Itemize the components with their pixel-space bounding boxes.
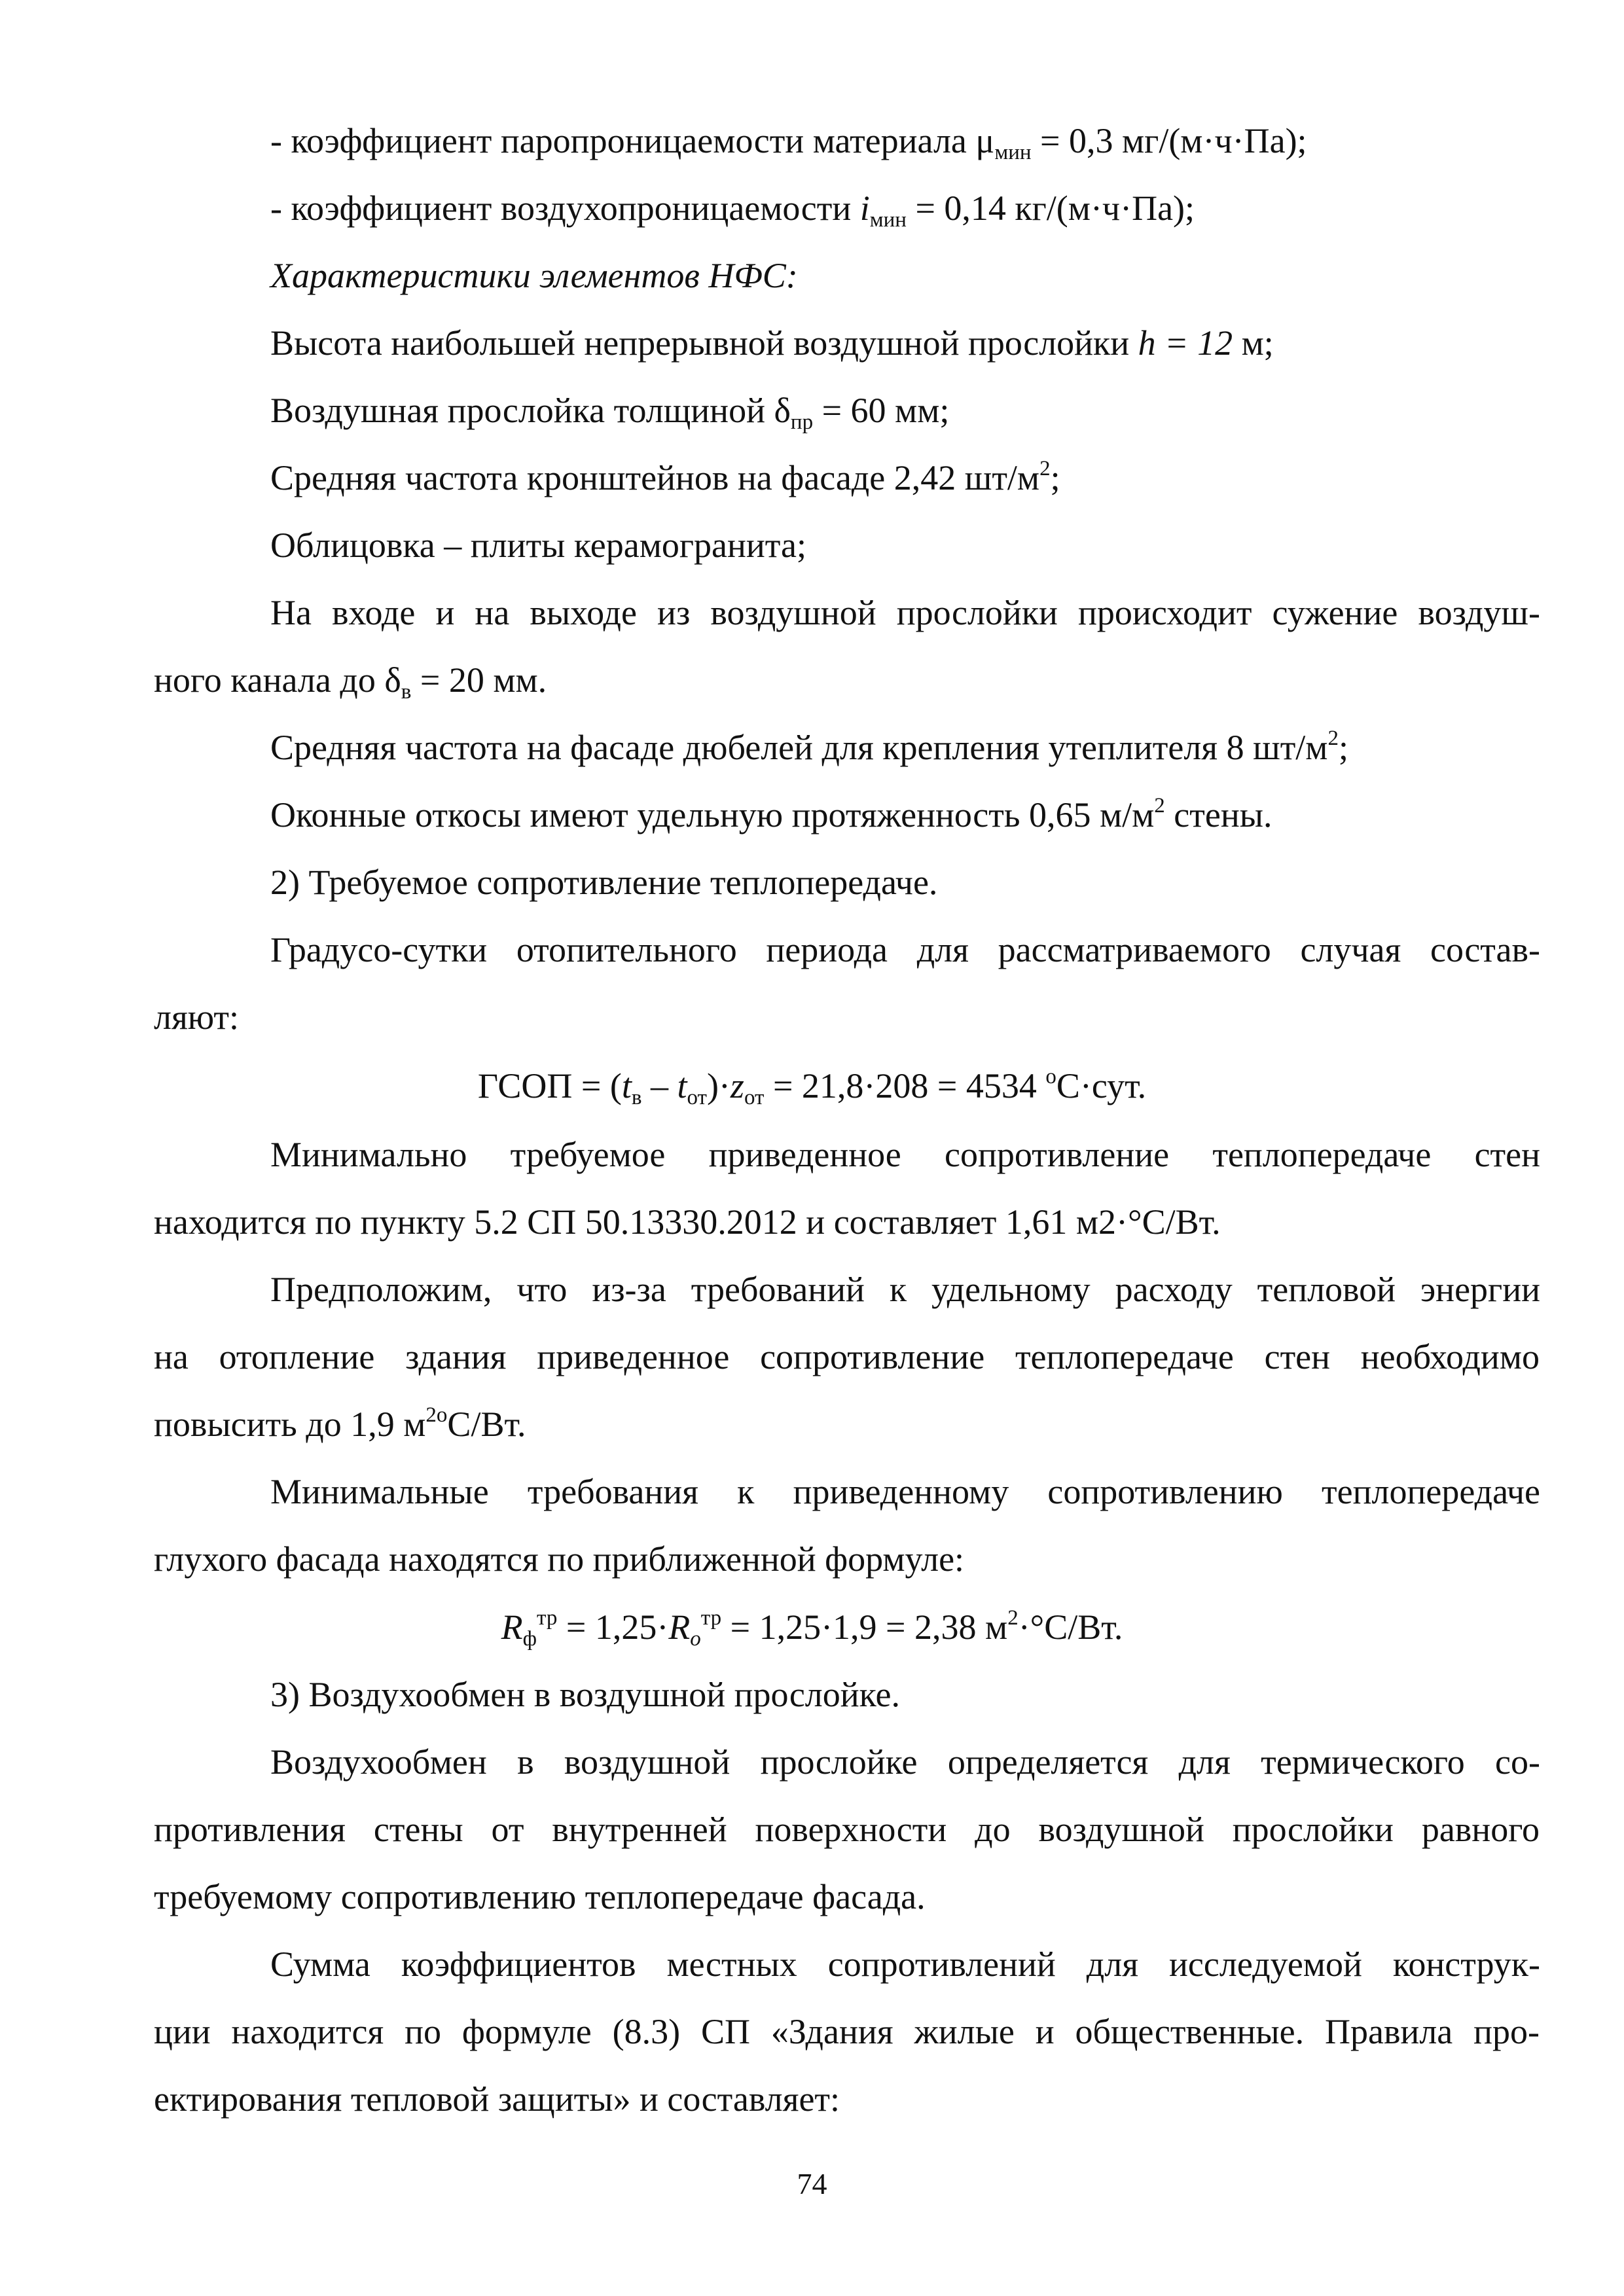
text-line-formula-reference: ции находится по формуле (8.3) СП «Здания жилые и общественные. Правила про- xyxy=(154,2012,1540,2051)
text-line-cladding: Облицовка – плиты керамогранита; xyxy=(270,526,807,565)
text-line-narrowing: На входе и на выходе из воздушной прослойки происходит сужение воздуш- xyxy=(270,593,1540,632)
text-line-degree-days-end: ляют: xyxy=(154,997,240,1037)
section-heading-required-resistance: 2) Требуемое сопротивление теплопередаче. xyxy=(270,863,938,902)
section-heading-air-exchange: 3) Воздухообмен в воздушной прослойке. xyxy=(270,1675,901,1714)
text-line-increase: повысить до 1,9 $м^{2о}С/Вт$. xyxy=(154,1403,526,1444)
text-line-heating: на отопление здания приведенное сопротивление теплопередаче стен необходимо xyxy=(154,1337,1540,1376)
page-number: 74 xyxy=(797,2167,827,2200)
formula-facade-resistance: $R_ф^{тр} = 1,25\cdot R_o^{тр} = 1,25\cdot 1,9 = 2,38$ $м^2\cdot^\circ С/Вт$. xyxy=(501,1606,1123,1651)
text-line-dowels: Средняя частота на фасаде дюбелей для крепления утеплителя 8 $шт/м^2$; xyxy=(270,726,1348,767)
text-line-facade-formula: глухого фасада находятся по приближенной формуле: xyxy=(154,1539,965,1579)
formula-gsop: ГСОП = $(t_в - t_{от})\cdot z_{от} = 21,8\cdot 208 = 4534$ $^о$С·сут. xyxy=(477,1065,1147,1109)
text-line-height: Высота наибольшей непрерывной воздушной прослойки h = 12 м; xyxy=(270,323,1274,363)
text-line-sp-reference: находится по пункту 5.2 СП 50.13330.2012 и составляет 1,61 м2·°С/Вт. xyxy=(154,1202,1221,1242)
text-line-assume: Предположим, что из-за требований к удельному расходу тепловой энергии xyxy=(270,1270,1540,1309)
text-line-window-slopes: Оконные откосы имеют удельную протяженность 0,65 $м/м^2$ стены. xyxy=(270,794,1272,834)
section-heading-nfs: Характеристики элементов НФС: xyxy=(270,256,798,295)
text-line-air-exchange: Воздухообмен в воздушной прослойке определяется для термического со- xyxy=(270,1742,1540,1782)
text-line-min-requirements: Минимальные требования к приведенному сопротивлению теплопередаче xyxy=(270,1472,1540,1511)
text-line-degree-days: Градусо-сутки отопительного периода для рассматриваемого случая состав- xyxy=(270,930,1540,969)
text-line-vapor-permeability: - коэффициент паропроницаемости материала $\mu_{мин} = 0,3$ мг/(м·ч·Па); xyxy=(270,121,1307,164)
text-line-local-resistance: Сумма коэффициентов местных сопротивлений для исследуемой конструк- xyxy=(270,1945,1540,1984)
text-line-brackets: Средняя частота кронштейнов на фасаде 2,42 $шт/м^2$; xyxy=(270,457,1060,497)
text-line-air-gap: Воздушная прослойка толщиной $\delta_{пр} = 60$ мм; xyxy=(270,391,950,434)
text-line-required-facade: требуемому сопротивлению теплопередаче фасада. xyxy=(154,1877,926,1916)
text-line-air-permeability: - коэффициент воздухопроницаемости $i_{мин} = 0,14$ кг/(м·ч·Па); xyxy=(270,188,1195,232)
text-line-composes: ектирования тепловой защиты» и составляет: xyxy=(154,2079,840,2119)
text-line-resistance-wall: противления стены от внутренней поверхности до воздушной прослойки равного xyxy=(154,1810,1540,1849)
text-line-channel: ного канала до $\delta_в = 20$ мм. xyxy=(154,660,547,704)
text-line-min-required: Минимально требуемое приведенное сопротивление теплопередаче стен xyxy=(270,1135,1540,1174)
